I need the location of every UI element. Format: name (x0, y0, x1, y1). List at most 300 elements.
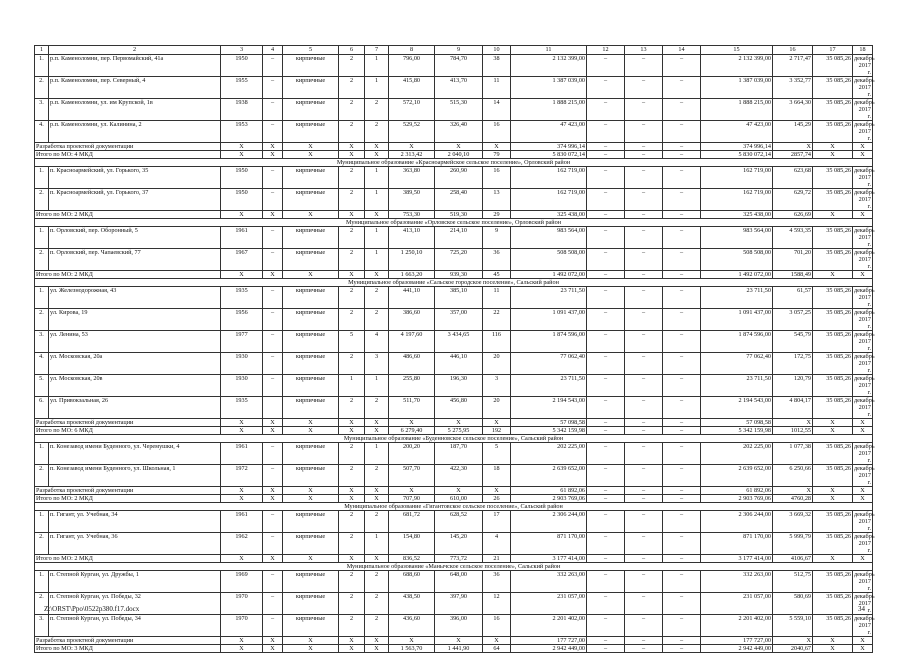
table-cell: 332 263,00 (701, 571, 773, 593)
table-cell: 5 (483, 443, 511, 465)
table-cell: – (587, 331, 625, 353)
table-cell: 23 711,50 (511, 287, 587, 309)
table-cell: 35 085,26 (813, 287, 853, 309)
table-cell: X (283, 151, 339, 159)
table-cell: 1930 (221, 353, 263, 375)
table-cell: 2 942 449,00 (701, 645, 773, 653)
table-cell: декабрь 2017 г. (854, 309, 875, 330)
table-cell: 1970 (221, 593, 263, 615)
table-cell: 2. (35, 77, 49, 99)
table-cell: X (221, 487, 263, 495)
table-cell: – (625, 427, 663, 435)
table-cell: – (625, 143, 663, 151)
column-number: 11 (511, 46, 587, 55)
table-cell: декабрь 2017 г. (854, 121, 875, 142)
municipality-title: Муниципальное образование «Манычское сельское поселение», Сальский район (35, 563, 873, 571)
page-number: 34 (858, 605, 865, 613)
table-cell: – (625, 331, 663, 353)
table-cell: 1 492 072,00 (511, 271, 587, 279)
table-cell: кирпичные (283, 511, 339, 533)
summary-row (35, 427, 873, 435)
table-cell: 35 085,26 (813, 571, 853, 593)
table-cell: – (625, 353, 663, 375)
table-cell: кирпичные (283, 397, 339, 419)
table-cell: 2 (365, 287, 389, 309)
table-cell: – (587, 397, 625, 419)
table-cell: – (587, 615, 625, 637)
table-cell: 572,10 (389, 99, 435, 121)
table-cell: 2 (339, 167, 365, 189)
table-cell: 2 (365, 397, 389, 419)
table-cell: – (625, 571, 663, 593)
table-cell: X (483, 487, 511, 495)
table-cell: 162 719,00 (511, 189, 587, 211)
table-cell: – (263, 571, 283, 593)
table-cell: X (263, 637, 283, 645)
table-cell: 1. (35, 227, 49, 249)
column-number: 2 (49, 46, 221, 55)
table-cell: – (663, 331, 701, 353)
table-cell: 35 085,26 (813, 465, 853, 487)
table-cell: – (587, 143, 625, 151)
table-cell: X (483, 637, 511, 645)
table-cell: 1938 (221, 99, 263, 121)
table-cell: 2 313,42 (389, 151, 435, 159)
table-row (35, 249, 873, 271)
table-cell: – (263, 443, 283, 465)
table-cell: 1962 (221, 533, 263, 555)
table-cell: X (853, 211, 873, 219)
table-cell: 4106,67 (773, 555, 813, 563)
summary-label: Итого по МО: 3 МКД (35, 645, 221, 653)
table-cell: – (263, 55, 283, 77)
municipality-heading-row (35, 159, 873, 167)
table-cell: X (853, 637, 873, 645)
table-cell: 145,29 (773, 121, 813, 143)
table-cell: 2 (365, 121, 389, 143)
table-cell: – (663, 309, 701, 331)
table-cell: – (263, 375, 283, 397)
table-cell: – (663, 249, 701, 271)
table-cell: 6 250,66 (773, 465, 813, 487)
column-number: 7 (365, 46, 389, 55)
table-cell: X (435, 419, 483, 427)
table-cell: 77 062,40 (701, 353, 773, 375)
table-cell: 2 (339, 593, 365, 615)
table-cell: 3 669,32 (773, 511, 813, 533)
table-cell: 1 (365, 533, 389, 555)
table-cell: 2 (339, 397, 365, 419)
table-cell: 1 387 039,00 (511, 77, 587, 99)
table-cell: – (263, 615, 283, 637)
table-cell: 35 085,26 (813, 167, 853, 189)
table-cell: X (483, 419, 511, 427)
table-cell: X (813, 487, 853, 495)
table-row (35, 353, 873, 375)
table-cell: 1 (365, 55, 389, 77)
table-cell: р.п. Каменоломни, ул. им Крупской, 1в (49, 99, 221, 121)
table-cell: X (263, 495, 283, 503)
table-cell: – (587, 121, 625, 143)
table-cell: 36 (483, 249, 511, 271)
table-cell: – (663, 487, 701, 495)
table-cell: – (625, 465, 663, 487)
summary-label: Разработка проектной документации (35, 143, 221, 151)
table-cell: 35 085,26 (813, 511, 853, 533)
table-cell: 363,80 (389, 167, 435, 189)
column-number: 14 (663, 46, 701, 55)
summary-label: Разработка проектной документации (35, 419, 221, 427)
table-cell: 725,20 (435, 249, 483, 271)
table-cell: декабрь 2017 г. (854, 227, 875, 248)
table-cell: 2 903 769,06 (701, 495, 773, 503)
table-cell: – (663, 287, 701, 309)
table-cell: 2. (35, 533, 49, 555)
table-cell: 2 639 652,00 (701, 465, 773, 487)
table-cell: 35 085,26 (813, 331, 853, 353)
table-cell: 35 085,26 (813, 309, 853, 331)
table-cell: X (365, 271, 389, 279)
table-cell: X (221, 151, 263, 159)
municipality-title: Муниципальное образование «Гигантовское сельское поселение», Сальский район (35, 503, 873, 511)
table-cell: 21 (483, 555, 511, 563)
table-cell: – (587, 443, 625, 465)
table-cell: 1 (365, 375, 389, 397)
table-cell: – (663, 55, 701, 77)
table-cell: X (365, 487, 389, 495)
table-cell: декабрь 2017 г. (854, 249, 875, 270)
table-cell: – (625, 99, 663, 121)
table-cell: 374 996,14 (511, 143, 587, 151)
table-cell: X (263, 211, 283, 219)
table-cell: 2 (339, 511, 365, 533)
table-cell: ул. Московская, 20в (49, 375, 221, 397)
table-cell: 16 (483, 167, 511, 189)
table-cell: 23 711,50 (701, 287, 773, 309)
table-cell: 154,80 (389, 533, 435, 555)
table-row (35, 77, 873, 99)
table-cell: кирпичные (283, 309, 339, 331)
column-number: 16 (773, 46, 813, 55)
table-cell: – (663, 533, 701, 555)
table-cell: 1953 (221, 121, 263, 143)
table-cell: – (663, 495, 701, 503)
table-cell: 3. (35, 615, 49, 637)
column-number: 17 (813, 46, 853, 55)
table-cell: X (853, 645, 873, 653)
table-cell: – (587, 167, 625, 189)
table-cell: – (625, 249, 663, 271)
table-cell: ул. Привокзальная, 26 (49, 397, 221, 419)
table-cell: 172,75 (773, 353, 813, 375)
table-cell: кирпичные (283, 331, 339, 353)
table-cell: 61,57 (773, 287, 813, 309)
table-cell: X (263, 645, 283, 653)
table-cell: – (625, 645, 663, 653)
table-cell: – (263, 77, 283, 99)
table-cell: кирпичные (283, 167, 339, 189)
table-cell: 2 306 244,00 (511, 511, 587, 533)
table-cell: 1 492 072,00 (701, 271, 773, 279)
table-cell: X (389, 419, 435, 427)
table-cell: X (263, 151, 283, 159)
table-cell: 5 342 159,98 (701, 427, 773, 435)
table-cell: – (587, 271, 625, 279)
table-cell: 177 727,00 (701, 637, 773, 645)
table-cell: X (389, 637, 435, 645)
table-cell: X (773, 143, 813, 151)
table-cell: 2 942 449,00 (511, 645, 587, 653)
table-cell: 20 (483, 397, 511, 419)
table-cell: 1961 (221, 443, 263, 465)
table-cell: – (625, 309, 663, 331)
table-row (35, 121, 873, 143)
table-cell: декабрь 2017 г. (854, 287, 875, 308)
table-cell: 1 (365, 443, 389, 465)
table-cell: 35 085,26 (813, 397, 853, 419)
table-cell: 2 (339, 227, 365, 249)
table-cell: 3 177 414,00 (701, 555, 773, 563)
table-cell: п. Конезавод имени Буденного, ул. Черемушки, 4 (49, 443, 221, 465)
table-row (35, 443, 873, 465)
table-cell: 2 (339, 249, 365, 271)
table-cell: 2 (365, 465, 389, 487)
table-cell: 36 (483, 571, 511, 593)
table-cell: 2040,67 (773, 645, 813, 653)
table-cell: 2 194 543,00 (511, 397, 587, 419)
table-cell: – (625, 121, 663, 143)
table-cell: 486,60 (389, 353, 435, 375)
table-cell: кирпичные (283, 77, 339, 99)
table-cell: 1950 (221, 189, 263, 211)
table-cell: 23 711,50 (511, 375, 587, 397)
table-cell: 5 (339, 331, 365, 353)
table-cell: 2 (339, 99, 365, 121)
table-cell: 13 (483, 189, 511, 211)
table-cell: 162 719,00 (701, 167, 773, 189)
table-cell: 5 559,10 (773, 615, 813, 637)
table-cell: – (263, 511, 283, 533)
table-cell: декабрь 2017 г. (854, 99, 875, 120)
table-cell: 2 (339, 443, 365, 465)
table-cell: 2 (339, 353, 365, 375)
table-cell: 22 (483, 309, 511, 331)
table-cell: – (263, 331, 283, 353)
table-cell: 983 564,00 (701, 227, 773, 249)
table-cell: 796,00 (389, 55, 435, 77)
table-cell: 35 085,26 (813, 533, 853, 555)
table-cell: 1 (365, 189, 389, 211)
summary-label: Итого по МО: 2 МКД (35, 555, 221, 563)
table-cell: 508 508,00 (701, 249, 773, 271)
table-cell: – (587, 465, 625, 487)
table-cell: X (339, 211, 365, 219)
table-cell: 1 (365, 167, 389, 189)
table-cell: ул. Железнодорожная, 43 (49, 287, 221, 309)
table-cell: ул. Московская, 20а (49, 353, 221, 375)
table-cell: кирпичные (283, 227, 339, 249)
table-cell: X (339, 151, 365, 159)
table-cell: – (587, 571, 625, 593)
table-cell: 1 250,10 (389, 249, 435, 271)
table-cell: X (389, 143, 435, 151)
table-cell: 2 639 652,00 (511, 465, 587, 487)
summary-label: Итого по МО: 2 МКД (35, 271, 221, 279)
table-cell: декабрь 2017 г. (854, 615, 875, 636)
table-cell: 2 201 402,00 (701, 615, 773, 637)
table-cell: 422,30 (435, 465, 483, 487)
table-cell: – (625, 375, 663, 397)
table-cell: – (663, 637, 701, 645)
table-cell: 26 (483, 495, 511, 503)
table-row (35, 309, 873, 331)
table-cell: 2 (339, 615, 365, 637)
table-cell: – (663, 427, 701, 435)
table-cell: X (853, 143, 873, 151)
summary-label: Итого по МО: 2 МКД (35, 495, 221, 503)
table-cell: 1961 (221, 227, 263, 249)
table-cell: декабрь 2017 г. (854, 443, 875, 464)
table-cell: X (813, 151, 853, 159)
table-cell: X (263, 419, 283, 427)
table-cell: 2. (35, 249, 49, 271)
table-cell: 2 (365, 615, 389, 637)
table-cell: – (625, 533, 663, 555)
table-cell: 187,70 (435, 443, 483, 465)
table-cell: 17 (483, 511, 511, 533)
table-cell: 18 (483, 465, 511, 487)
summary-row (35, 151, 873, 159)
table-cell: 2 903 769,06 (511, 495, 587, 503)
table-cell: 3 (365, 353, 389, 375)
table-cell: 35 085,26 (813, 121, 853, 143)
municipality-title: Муниципальное образование «Буденновское сельское поселение», Сальский район (35, 435, 873, 443)
table-cell: 202 225,00 (511, 443, 587, 465)
table-cell: 871 170,00 (701, 533, 773, 555)
table-cell: 3 177 414,00 (511, 555, 587, 563)
table-cell: 385,10 (435, 287, 483, 309)
table-cell: 545,79 (773, 331, 813, 353)
table-cell: 16 (483, 121, 511, 143)
table-cell: – (663, 189, 701, 211)
table-cell: – (263, 593, 283, 615)
table-cell: декабрь 2017 г. (854, 331, 875, 352)
table-cell: 35 085,26 (813, 249, 853, 271)
table-cell: декабрь 2017 г. (854, 511, 875, 532)
table-cell: декабрь 2017 г. (854, 397, 875, 418)
table-cell: 2 132 399,00 (511, 55, 587, 77)
table-cell: 200,20 (389, 443, 435, 465)
table-cell: 1. (35, 167, 49, 189)
table-cell: X (365, 427, 389, 435)
table-cell: 255,80 (389, 375, 435, 397)
table-row (35, 167, 873, 189)
table-cell: 701,20 (773, 249, 813, 271)
summary-label: Итого по МО: 6 МКД (35, 427, 221, 435)
table-cell: X (263, 487, 283, 495)
table-cell: п. Степной Курган, ул. Дружбы, 1 (49, 571, 221, 593)
table-cell: 325 438,00 (511, 211, 587, 219)
table-cell: X (339, 419, 365, 427)
table-cell: 2857,74 (773, 151, 813, 159)
table-cell: X (283, 143, 339, 151)
table-cell: – (663, 645, 701, 653)
table-cell: – (587, 249, 625, 271)
table-cell: 11 (483, 77, 511, 99)
table-cell: 3 057,25 (773, 309, 813, 331)
table-cell: 3 352,77 (773, 77, 813, 99)
table-cell: 16 (483, 615, 511, 637)
table-cell: X (221, 271, 263, 279)
table-cell: 441,10 (389, 287, 435, 309)
table-cell: 1 (339, 375, 365, 397)
table-cell: – (263, 167, 283, 189)
table-cell: 648,00 (435, 571, 483, 593)
table-cell: 2 (365, 593, 389, 615)
table-cell: декабрь 2017 г. (854, 571, 875, 592)
table-cell: X (221, 419, 263, 427)
table-cell: 628,52 (435, 511, 483, 533)
table-cell: – (625, 615, 663, 637)
municipality-title: Муниципальное образование «Орловское сельское поселение», Орловский район (35, 219, 873, 227)
table-cell: – (263, 287, 283, 309)
table-cell: – (587, 99, 625, 121)
table-cell: 12 (483, 593, 511, 615)
municipality-title: Муниципальное образование «Сальское городское поселение», Сальский район (35, 279, 873, 287)
table-cell: 357,00 (435, 309, 483, 331)
table-cell: 2. (35, 593, 49, 615)
table-cell: X (435, 637, 483, 645)
table-cell: 507,70 (389, 465, 435, 487)
table-cell: 2 (339, 77, 365, 99)
table-cell: 1. (35, 511, 49, 533)
table-cell: 5 830 072,14 (701, 151, 773, 159)
table-cell: X (773, 637, 813, 645)
table-cell: – (625, 287, 663, 309)
column-number: 3 (221, 46, 263, 55)
table-cell: 29 (483, 211, 511, 219)
table-row (35, 189, 873, 211)
table-cell: 35 085,26 (813, 375, 853, 397)
table-cell: X (365, 211, 389, 219)
table-cell: X (339, 487, 365, 495)
table-cell: 2. (35, 465, 49, 487)
table-cell: 2 (339, 189, 365, 211)
table-cell: кирпичные (283, 443, 339, 465)
table-cell: – (625, 495, 663, 503)
table-cell: 983 564,00 (511, 227, 587, 249)
table-cell: 446,10 (435, 353, 483, 375)
table-cell: X (339, 555, 365, 563)
table-cell: 231 057,00 (701, 593, 773, 615)
table-cell: 1 387 039,00 (701, 77, 773, 99)
table-cell: X (339, 637, 365, 645)
table-cell: 2 132 399,00 (701, 55, 773, 77)
table-cell: 116 (483, 331, 511, 353)
table-cell: 2. (35, 309, 49, 331)
table-cell: 35 085,26 (813, 77, 853, 99)
table-cell: X (365, 637, 389, 645)
table-cell: 4 804,17 (773, 397, 813, 419)
table-cell: – (625, 189, 663, 211)
table-cell: – (663, 227, 701, 249)
table-cell: X (221, 143, 263, 151)
table-cell: 162 719,00 (701, 189, 773, 211)
table-cell: 1588,49 (773, 271, 813, 279)
table-cell: 4760,28 (773, 495, 813, 503)
table-cell: – (625, 555, 663, 563)
table-cell: 1 663,20 (389, 271, 435, 279)
